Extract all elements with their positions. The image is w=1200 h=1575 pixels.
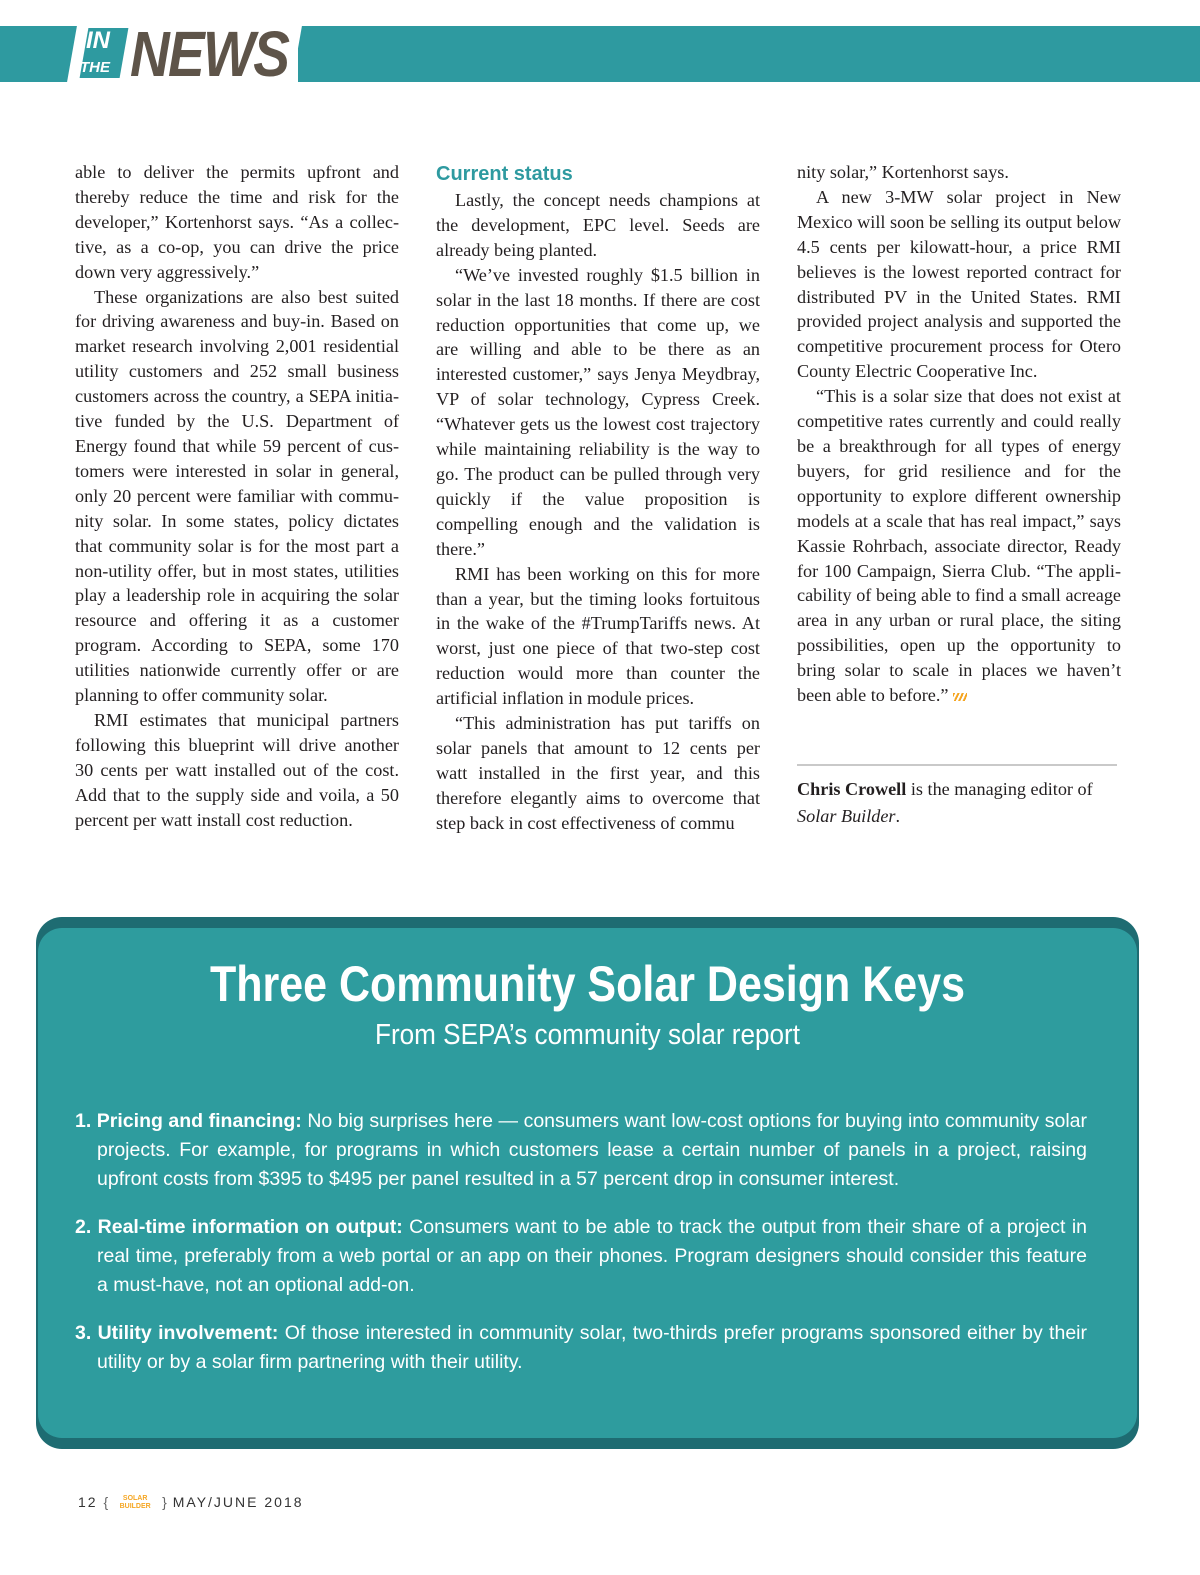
list-item-text: No big surprises here — consumers want low-cost options for buying into community solar projects. For example, for programs in which customers lease a certain number of panels in a project, raising upfront costs from $395 to $495 per panel resulted in a 57 percent drop in consumer interest. xyxy=(97,1110,1087,1190)
solar-builder-logo xyxy=(108,1495,162,1511)
list-item xyxy=(75,1319,1087,1377)
list-item xyxy=(75,1213,1087,1300)
sidebar-title: Three Community Solar Design Keys xyxy=(209,956,966,1012)
bio-divider xyxy=(797,764,1117,766)
list-item-label: 1. Pricing and financing: xyxy=(75,1110,302,1132)
section-subhead: Current status xyxy=(436,163,573,185)
solar-builder-logo-line2: BUILDER xyxy=(119,1503,151,1511)
design-keys-list xyxy=(75,1107,1087,1396)
list-item-text: Of those interested in community solar, two-thirds prefer programs sponsored either by their utility or by a solar firm partnering with their utility. xyxy=(97,1322,1087,1373)
paragraph-text: A new 3-MW solar project in New Mexico will soon be selling its output below 4.5 cents per kilowatt-hour, a price RMI believes is the lowest reported contract for distributed PV in the United States. RMI provided project analysis and supported the competitive procurement process for Otero County Electric Cooperative Inc. xyxy=(797,186,1121,382)
article-column-2 xyxy=(436,160,760,836)
sidebar-subtitle: From SEPA’s community solar report xyxy=(375,1019,800,1051)
section-logo-the: THE xyxy=(80,59,110,76)
list-item-label: 2. Real-time information on output: xyxy=(75,1216,403,1238)
page-number: 12 xyxy=(78,1494,98,1510)
paragraph-text: “This is a solar size that does not exist at competitive rates currently and could really be a breakthrough for all types of energy buyers, for grid resilience and for the opportunity to explore different ownership models at a scale that has real impact,” says Kassie Rohrbach, associate director, Ready for 100 Campaign, Sierra Club. “The applicability of being able to find a small acreage area in any urban or rural place, the siting possibilities, open up the opportunity to bring solar to scale in places we haven’t been able to before.” xyxy=(797,386,1121,706)
list-item xyxy=(75,1107,1087,1194)
paragraph: These organizations are also best suited for driving awareness and buy-in. Based on market research involving 2,001 residential utility customers and 252 small business customers across the country, a SEPA initiative funded by the U.S. Department of Energy found that while 59 percent of customers were interested in solar in general, only 20 percent were familiar with community solar. In some states, policy dictates that community solar is for the most part a non-utility offer, but in most states, utilities play a leadership role in acquiring the solar resource and offering it as a customer program. According to SEPA, some 170 utilities nationwide currently offer or are planning to offer community solar. xyxy=(75,286,399,706)
paragraph: nity solar,” Kortenhorst says. xyxy=(797,162,1009,182)
paragraph: Lastly, the concept needs champions at the development, EPC level. Seeds are already being planted. xyxy=(436,190,760,260)
list-item-label: 3. Utility involvement: xyxy=(75,1322,279,1344)
author-bio-period: . xyxy=(895,806,901,826)
paragraph xyxy=(797,384,1121,708)
paragraph xyxy=(797,185,1121,384)
article-column-3 xyxy=(797,160,1121,708)
author-bio-text: is the managing editor of xyxy=(906,779,1093,799)
section-logo-in: IN xyxy=(86,27,110,54)
paragraph: RMI has been working on this for more than a year, but the timing looks fortuitous in the wake of the #TrumpTariffs news. At worst, just one piece of that two-step cost reduction would more than counter the artificial inflation in module prices. xyxy=(436,563,760,709)
paragraph: able to deliver the permits upfront and thereby reduce the time and risk for the developer,” Kortenhorst says. “As a collective, as a co-op, you can drive the price down very aggressively.” xyxy=(75,162,399,282)
solar-builder-logo-line1: SOLAR xyxy=(122,1495,148,1503)
issue-date: MAY/JUNE 2018 xyxy=(172,1494,304,1510)
list-item-text: Consumers want to be able to track the output from their share of a project in real time, preferably from a web portal or an app on their phones. Program designers should consider this feature a must-have, not an optional add-on. xyxy=(97,1216,1088,1296)
publication-name: Solar Builder xyxy=(797,806,896,826)
footer-open-brace: { xyxy=(103,1494,109,1510)
paragraph: “This administration has put tariffs on solar panels that amount to 12 cents per watt installed in the first year, and this therefore elegantly aims to overcome that step back in cost effectiveness of commu xyxy=(436,713,760,833)
section-logo-news: NEWS xyxy=(130,18,289,90)
paragraph: RMI estimates that municipal partners following this blueprint will drive another 30 cents per watt installed out of the cost. Add that to the supply side and voila, a 50 percent per watt install cost reduction. xyxy=(75,709,399,830)
author-name: Chris Crowell xyxy=(797,779,907,799)
paragraph: “We’ve invested roughly $1.5 billion in solar in the last 18 months. If there are cost reduction opportunities that come up, we are willing and able to be there as an interested customer,” says Jenya Meydbray, VP of solar technology, Cypress Creek. “Whatever gets us the lowest cost trajectory while maintaining reliability is the way to go. The product can be pulled through very quickly if the value proposition is compelling enough and the validation is there.” xyxy=(436,264,760,559)
article-column-1 xyxy=(75,160,399,832)
footer-close-brace: } xyxy=(162,1494,167,1510)
page-footer xyxy=(78,1492,304,1512)
end-of-article-icon xyxy=(953,693,967,701)
author-bio xyxy=(797,776,1127,830)
